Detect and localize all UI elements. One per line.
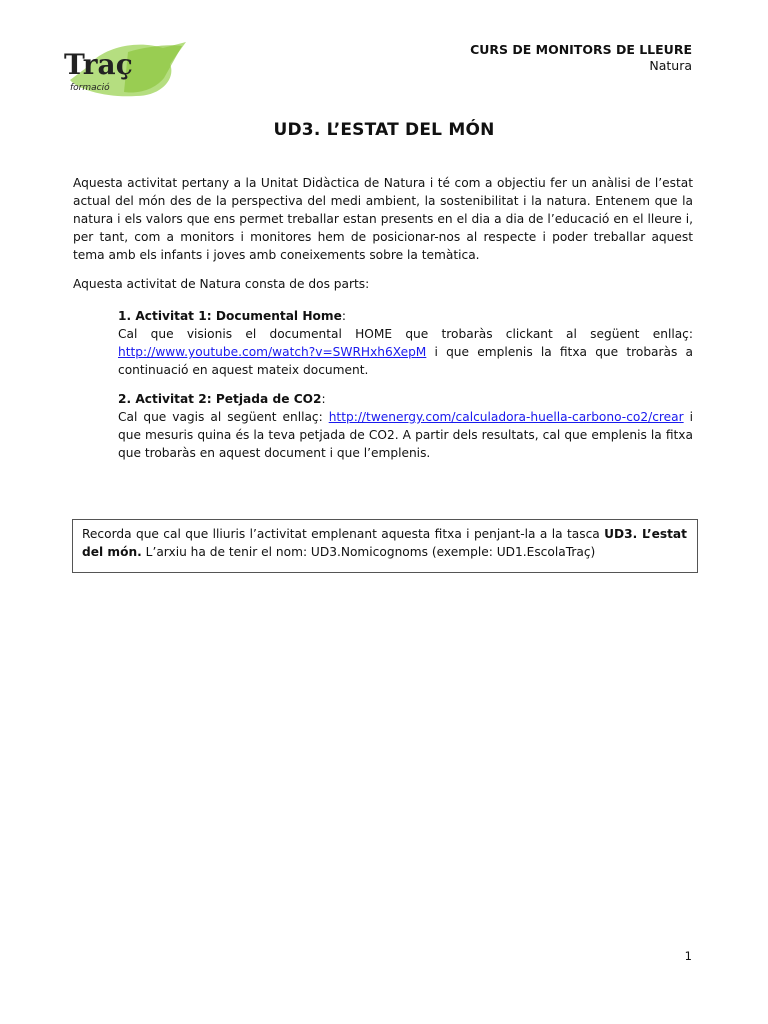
parts-intro: Aquesta activitat de Natura consta de dos parts: [73,277,370,291]
logo-subtext: formació [70,83,110,93]
activity-1-text-before: Cal que visionis el documental HOME que trobaràs clickant al següent enllaç: [118,327,693,341]
activity-1 [118,307,693,379]
reminder-box [72,519,698,573]
activity-2-text-after: i que mesuris quina és la teva petjada de CO2. A partir dels resultats, cal que emplenis la fitxa que trobaràs en aquest document i que l’emplenis. [118,410,693,460]
traç-logo-graphic [58,38,188,100]
course-subject: Natura [649,58,692,73]
activity-2 [118,390,693,462]
activity-2-title: 2. Activitat 2: Petjada de CO2 [118,392,322,406]
activity-1-text-after: i que emplenis la fitxa que trobaràs a continuació en aquest mateix document. [118,345,693,377]
page-number: 1 [684,949,692,963]
page-header [470,42,692,74]
intro-paragraph: Aquesta activitat pertany a la Unitat Didàctica de Natura i té com a objectiu fer un anàlisi de l’estat actual del món des de la perspectiva del medi ambient, la sostenibilitat i la natura. Entenem que la natura i els valors que ens permet treballar estan presents en el dia a dia de l’educació en el lleure i, per tant, com a monitors i monitores hem de posicionar-nos al respecte i poder treballar aquest tema amb els infants i joves amb coneixements sobre la temàtica. [73,176,693,262]
youtube-link[interactable]: http://www.youtube.com/watch?v=SWRHxh6XepM [118,345,427,359]
reminder-text-before: Recorda que cal que lliuris l’activitat emplenant aquesta fitxa i penjant-la a la tasca [82,527,605,541]
activity-2-text-before: Cal que vagis al següent enllaç: [118,410,329,424]
activity-1-title: 1. Activitat 1: Documental Home [118,309,342,323]
logo-text: Traç [64,48,133,81]
course-name: CURS DE MONITORS DE LLEURE [470,42,692,57]
activity-1-colon: : [341,309,347,323]
activity-2-colon: : [321,392,326,406]
reminder-text-after: L’arxiu ha de tenir el nom: UD3.Nomicognoms (exemple: UD1.EscolaTraç) [141,545,596,559]
logo [58,38,188,100]
reminder-task-name: UD3. L’estat del món. [82,527,687,559]
twenergy-link[interactable]: http://twenergy.com/calculadora-huella-carbono-co2/crear [328,410,684,424]
document-title: UD3. L’ESTAT DEL MÓN [273,120,495,140]
